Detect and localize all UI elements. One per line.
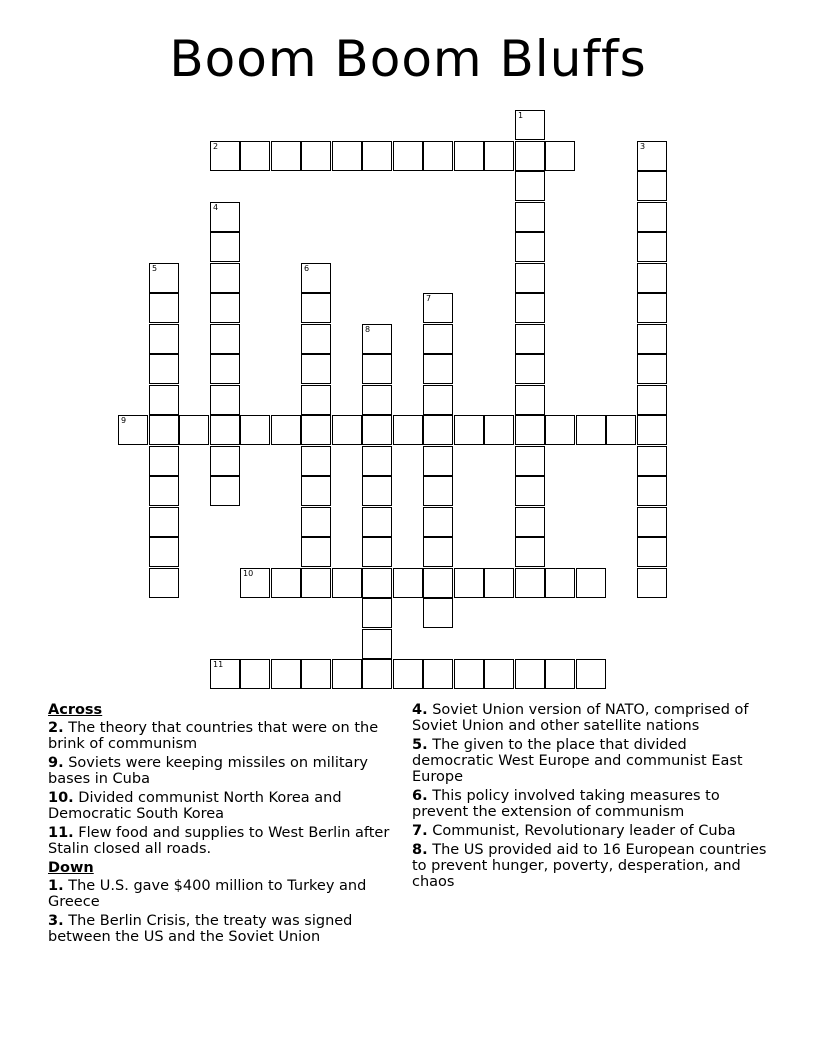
grid-cell[interactable]: [545, 141, 575, 171]
clue-number: 11: [213, 660, 224, 669]
grid-cell[interactable]: [423, 568, 453, 598]
grid-cell[interactable]: [454, 415, 484, 445]
grid-cell[interactable]: [210, 415, 240, 445]
grid-cell[interactable]: [637, 415, 667, 445]
clue-item: [412, 823, 772, 839]
clue-number: 5: [152, 264, 158, 273]
clue-item: [48, 878, 398, 910]
grid-cell[interactable]: [545, 659, 575, 689]
grid-cell[interactable]: [393, 141, 423, 171]
grid-cell[interactable]: [484, 659, 514, 689]
grid-cell[interactable]: [210, 202, 240, 232]
grid-cell[interactable]: [210, 354, 240, 384]
grid-cell[interactable]: [637, 476, 667, 506]
clue-item-text: This policy involved taking measures to prevent the extension of communism: [412, 788, 720, 820]
clue-item-text: The US provided aid to 16 European countries to prevent hunger, poverty, desperation, and chaos: [412, 842, 767, 890]
clue-item-number: 7.: [412, 823, 428, 839]
grid-cell[interactable]: [210, 263, 240, 293]
grid-cell[interactable]: [149, 415, 179, 445]
grid-cell[interactable]: [210, 293, 240, 323]
grid-cell[interactable]: [210, 476, 240, 506]
clue-item: [48, 825, 398, 857]
clue-item: [412, 788, 772, 820]
grid-cell[interactable]: [149, 263, 179, 293]
clue-item-text: The theory that countries that were on the brink of communism: [48, 720, 379, 752]
clue-item: [412, 702, 772, 734]
grid-cell[interactable]: [332, 659, 362, 689]
grid-cell[interactable]: [210, 324, 240, 354]
clue-item-number: 1.: [48, 878, 64, 894]
grid-cell[interactable]: [484, 141, 514, 171]
down-clue-list-left: [48, 878, 398, 945]
grid-cell[interactable]: [362, 568, 392, 598]
grid-cell[interactable]: [301, 507, 331, 537]
grid-cell[interactable]: [393, 568, 423, 598]
grid-cell[interactable]: [637, 293, 667, 323]
grid-cell[interactable]: [454, 659, 484, 689]
grid-cell[interactable]: [515, 446, 545, 476]
grid-cell[interactable]: [240, 415, 270, 445]
clue-number: 8: [365, 325, 371, 334]
grid-cell[interactable]: [149, 476, 179, 506]
clue-item: [48, 913, 398, 945]
grid-cell[interactable]: [423, 476, 453, 506]
grid-cell[interactable]: [362, 354, 392, 384]
grid-cell[interactable]: [423, 507, 453, 537]
clue-item: [48, 755, 398, 787]
grid-cell[interactable]: [271, 568, 301, 598]
grid-cell[interactable]: [637, 568, 667, 598]
grid-cell[interactable]: [271, 141, 301, 171]
grid-cell[interactable]: [454, 568, 484, 598]
grid-cell[interactable]: [637, 263, 667, 293]
grid-cell[interactable]: [332, 141, 362, 171]
grid-cell[interactable]: [362, 537, 392, 567]
clue-item: [48, 720, 398, 752]
puzzle-title: Boom Boom Bluffs: [169, 30, 647, 88]
clue-item-text: Soviet Union version of NATO, comprised of Soviet Union and other satellite nations: [412, 702, 749, 734]
down-clue-list-right: [412, 702, 772, 890]
grid-cell[interactable]: [515, 537, 545, 567]
grid-cell[interactable]: [484, 415, 514, 445]
grid-cell[interactable]: [423, 141, 453, 171]
grid-cell[interactable]: [301, 476, 331, 506]
grid-cell[interactable]: [515, 324, 545, 354]
clue-item-number: 9.: [48, 755, 64, 771]
grid-cell[interactable]: [423, 354, 453, 384]
grid-cell[interactable]: [362, 507, 392, 537]
grid-cell[interactable]: [332, 568, 362, 598]
grid-cell[interactable]: [637, 171, 667, 201]
clue-item: [48, 790, 398, 822]
grid-cell[interactable]: [606, 415, 636, 445]
grid-cell[interactable]: [301, 446, 331, 476]
clues-left-column: [48, 702, 398, 948]
clue-item: [412, 737, 772, 785]
down-heading: Down: [48, 860, 94, 876]
clues-right-column: [412, 702, 772, 893]
grid-cell[interactable]: [118, 415, 148, 445]
grid-cell[interactable]: [423, 415, 453, 445]
grid-cell[interactable]: [576, 415, 606, 445]
clue-number: 6: [304, 264, 310, 273]
grid-cell[interactable]: [515, 263, 545, 293]
grid-cell[interactable]: [423, 324, 453, 354]
grid-cell[interactable]: [240, 141, 270, 171]
clue-item-text: Communist, Revolutionary leader of Cuba: [427, 823, 736, 839]
grid-cell[interactable]: [210, 232, 240, 262]
grid-cell[interactable]: [454, 141, 484, 171]
clue-item-number: 11.: [48, 825, 74, 841]
clue-item-number: 10.: [48, 790, 74, 806]
grid-cell[interactable]: [362, 324, 392, 354]
grid-cell[interactable]: [362, 385, 392, 415]
grid-cell[interactable]: [210, 659, 240, 689]
grid-cell[interactable]: [210, 446, 240, 476]
grid-cell[interactable]: [637, 354, 667, 384]
clue-item-number: 6.: [412, 788, 428, 804]
grid-cell[interactable]: [515, 659, 545, 689]
clue-item-text: Soviets were keeping missiles on military bases in Cuba: [48, 755, 368, 787]
grid-cell[interactable]: [362, 629, 392, 659]
grid-cell[interactable]: [576, 659, 606, 689]
grid-cell[interactable]: [637, 507, 667, 537]
across-heading: Across: [48, 702, 103, 718]
clue-number: 7: [426, 294, 432, 303]
clue-item-number: 5.: [412, 737, 428, 753]
grid-cell[interactable]: [637, 385, 667, 415]
grid-cell[interactable]: [423, 659, 453, 689]
grid-cell[interactable]: [637, 232, 667, 262]
grid-cell[interactable]: [423, 385, 453, 415]
grid-cell[interactable]: [362, 476, 392, 506]
clue-item: [412, 842, 772, 890]
grid-cell[interactable]: [301, 537, 331, 567]
grid-cell[interactable]: [362, 446, 392, 476]
grid-cell[interactable]: [301, 415, 331, 445]
grid-cell[interactable]: [240, 659, 270, 689]
grid-cell[interactable]: [240, 568, 270, 598]
grid-cell[interactable]: [515, 415, 545, 445]
grid-cell[interactable]: [301, 141, 331, 171]
grid-cell[interactable]: [393, 415, 423, 445]
grid-cell[interactable]: [423, 446, 453, 476]
grid-cell[interactable]: [149, 293, 179, 323]
grid-cell[interactable]: [545, 415, 575, 445]
grid-cell[interactable]: [515, 354, 545, 384]
clue-item-number: 2.: [48, 720, 64, 736]
clue-number: 9: [121, 416, 127, 425]
grid-cell[interactable]: [423, 293, 453, 323]
grid-cell[interactable]: [637, 324, 667, 354]
grid-cell[interactable]: [149, 537, 179, 567]
clue-item-text: Flew food and supplies to West Berlin after Stalin closed all roads.: [48, 825, 390, 857]
grid-cell[interactable]: [362, 598, 392, 628]
grid-cell[interactable]: [362, 141, 392, 171]
grid-cell[interactable]: [637, 141, 667, 171]
clue-item-text: The given to the place that divided democratic West Europe and communist East Europe: [412, 737, 743, 785]
grid-cell[interactable]: [301, 293, 331, 323]
grid-cell[interactable]: [301, 568, 331, 598]
grid-cell[interactable]: [515, 507, 545, 537]
grid-cell[interactable]: [576, 568, 606, 598]
grid-cell[interactable]: [149, 324, 179, 354]
grid-cell[interactable]: [149, 446, 179, 476]
grid-cell[interactable]: [545, 568, 575, 598]
across-clue-list: [48, 720, 398, 857]
grid-cell[interactable]: [515, 293, 545, 323]
grid-cell[interactable]: [637, 446, 667, 476]
grid-cell[interactable]: [301, 385, 331, 415]
grid-cell[interactable]: [515, 171, 545, 201]
grid-cell[interactable]: [271, 659, 301, 689]
grid-cell[interactable]: [515, 385, 545, 415]
clue-item-number: 8.: [412, 842, 428, 858]
grid-cell[interactable]: [301, 324, 331, 354]
grid-cell[interactable]: [301, 263, 331, 293]
grid-cell[interactable]: [179, 415, 209, 445]
grid-cell[interactable]: [515, 141, 545, 171]
grid-cell[interactable]: [149, 507, 179, 537]
clue-number: 4: [213, 203, 219, 212]
grid-cell[interactable]: [149, 385, 179, 415]
grid-cell[interactable]: [484, 568, 514, 598]
grid-cell[interactable]: [423, 537, 453, 567]
grid-cell[interactable]: [515, 202, 545, 232]
grid-cell[interactable]: [332, 415, 362, 445]
grid-cell[interactable]: [515, 110, 545, 140]
clue-item-number: 3.: [48, 913, 64, 929]
grid-cell[interactable]: [149, 568, 179, 598]
grid-cell[interactable]: [271, 415, 301, 445]
grid-cell[interactable]: [515, 232, 545, 262]
clue-number: 3: [640, 142, 646, 151]
grid-cell[interactable]: [210, 385, 240, 415]
grid-cell[interactable]: [423, 598, 453, 628]
grid-cell[interactable]: [515, 568, 545, 598]
grid-cell[interactable]: [637, 537, 667, 567]
clue-number: 2: [213, 142, 219, 151]
grid-cell[interactable]: [393, 659, 423, 689]
grid-cell[interactable]: [515, 476, 545, 506]
clue-item-text: The U.S. gave $400 million to Turkey and Greece: [48, 878, 367, 910]
clue-number: 1: [518, 111, 524, 120]
grid-cell[interactable]: [301, 659, 331, 689]
grid-cell[interactable]: [362, 415, 392, 445]
grid-cell[interactable]: [301, 354, 331, 384]
clue-item-number: 4.: [412, 702, 428, 718]
clue-number: 10: [243, 569, 254, 578]
clue-item-text: The Berlin Crisis, the treaty was signed between the US and the Soviet Union: [48, 913, 353, 945]
grid-cell[interactable]: [149, 354, 179, 384]
grid-cell[interactable]: [362, 659, 392, 689]
clue-item-text: Divided communist North Korea and Democratic South Korea: [48, 790, 342, 822]
grid-cell[interactable]: [210, 141, 240, 171]
grid-cell[interactable]: [637, 202, 667, 232]
